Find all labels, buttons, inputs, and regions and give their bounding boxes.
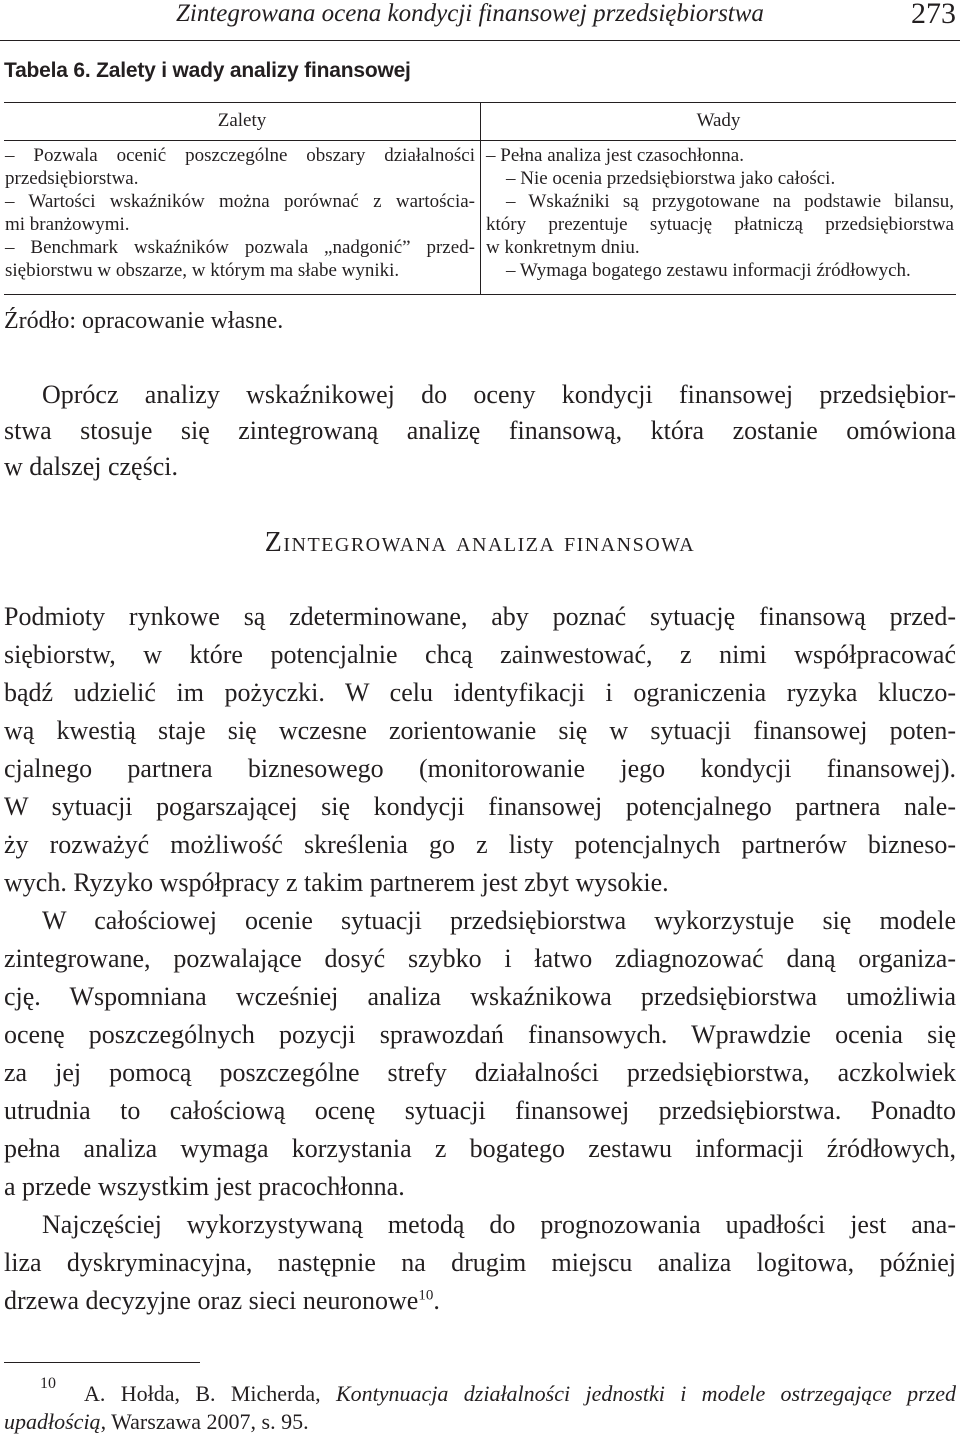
paragraph-line: wą kwestią staje się wczesne zorientowanie się w sytuacji finansowej poten- xyxy=(4,716,956,745)
paragraph-line: cjalnego partnera biznesowego (monitorowanie jego kondycji finansowej). xyxy=(4,754,956,783)
footnote-line-1 xyxy=(84,1380,956,1408)
table-cell-line: – Wymaga bogatego zestawu informacji źródłowych. xyxy=(506,260,911,281)
paragraph-line: wych. Ryzyko współpracy z takim partnerem jest zbyt wysokie. xyxy=(4,868,669,897)
table-cell-line: siębiorstwu w obszarze, w którym ma słabe wyniki. xyxy=(5,260,400,281)
table-cell-line: mi branżowymi. xyxy=(5,214,130,235)
table-bottom-rule xyxy=(4,294,956,295)
paragraph-line: zintegrowane, pozwalające dosyć szybko i łatwo zdiagnozować daną organiza- xyxy=(4,944,956,973)
paragraph-line: W całościowej ocenie sytuacji przedsiębiorstwa wykorzystuje się modele xyxy=(42,906,956,935)
paragraph-line-last xyxy=(4,1284,956,1317)
table-cell-line: w konkretnym dniu. xyxy=(486,237,640,258)
table-cell-line: przedsiębiorstwa. xyxy=(5,168,139,189)
page-number: 273 xyxy=(911,0,956,30)
section-heading: Zintegrowana analiza finansowa xyxy=(264,527,696,558)
paragraph-line: utrudnia to całościową ocenę sytuacji finansowej przedsiębiorstwa. Ponadto xyxy=(4,1096,956,1125)
table-cell-line: – Nie ocenia przedsiębiorstwa jako całości. xyxy=(506,168,836,189)
paragraph-line: Podmioty rynkowe są zdeterminowane, aby poznać sytuację finansową przed- xyxy=(4,602,956,631)
running-title: Zintegrowana ocena kondycji finansowej przedsiębiorstwa xyxy=(176,0,764,27)
table-caption: Tabela 6. Zalety i wady analizy finansowej xyxy=(4,59,411,82)
paragraph-line: W sytuacji pogarszającej się kondycji finansowej potencjalnego partnera nale- xyxy=(4,792,956,821)
footnote-rule xyxy=(4,1362,200,1363)
table-source-note: Źródło: opracowanie własne. xyxy=(4,308,284,334)
paragraph-line: liza dyskryminacyjna, następnie na drugim miejscu analiza logitowa, później xyxy=(4,1248,956,1277)
paragraph-line: siębiorstw, w które potencjalnie chcą zainwestować, z nimi współpracować xyxy=(4,640,956,669)
footnote-number: 10 xyxy=(40,1375,56,1392)
paragraph-line: pełna analiza wymaga korzystania z bogatego zestawu informacji źródłowych, xyxy=(4,1134,956,1163)
paragraph-line: ocenę poszczególnych pozycji sprawozdań finansowych. Wprawdzie ocenia się xyxy=(4,1020,956,1049)
sentence-end: . xyxy=(433,1286,440,1315)
table-cell-line: – Pełna analiza jest czasochłonna. xyxy=(486,145,744,166)
running-head xyxy=(0,0,960,41)
table-header-zalety: Zalety xyxy=(217,110,267,131)
paragraph-line: ży rozważyć możliwość skreślenia go z listy potencjalnych partnerów bizneso- xyxy=(4,830,956,859)
paragraph-line: stwa stosuje się zintegrowaną analizę finansową, która zostanie omówiona xyxy=(4,416,956,445)
paragraph-line: Najczęściej wykorzystywaną metodą do prognozowania upadłości jest ana- xyxy=(42,1210,956,1239)
paragraph-line: cję. Wspomniana wcześniej analiza wskaźnikowa przedsiębiorstwa umożliwia xyxy=(4,982,956,1011)
table-cell-line: – Benchmark wskaźników pozwala „nadgonić” przed- xyxy=(5,237,475,258)
paragraph-line: Oprócz analizy wskaźnikowej do oceny kondycji finansowej przedsiębior- xyxy=(42,380,956,409)
table-cell-line: – Pozwala ocenić poszczególne obszary działalności xyxy=(5,145,475,166)
paragraph-line: za jej pomocą poszczególne strefy działalności przedsiębiorstwa, aczkolwiek xyxy=(4,1058,956,1087)
footnote-reference[interactable]: 10 xyxy=(418,1287,434,1304)
paragraph-line: w dalszej części. xyxy=(4,452,178,481)
paragraph-line-text: drzewa decyzyjne oraz sieci neuronowe xyxy=(4,1286,419,1315)
footnote-publication: , Warszawa 2007, s. 95. xyxy=(100,1409,309,1434)
table-cell-line: – Wskaźniki są przygotowane na podstawie bilansu, xyxy=(506,191,954,212)
paragraph-line: a przede wszystkim jest pracochłonna. xyxy=(4,1172,405,1201)
table-cell-line: który prezentuje sytuację płatniczą przedsiębiorstwa xyxy=(486,214,954,235)
footnote-title-cont: upadłością xyxy=(4,1409,101,1434)
footnote-authors: A. Hołda, B. Micherda, xyxy=(84,1381,336,1406)
footnote-title: Kontynuacja działalności jednostki i modele ostrzegające przed xyxy=(336,1381,956,1406)
table-header-wady: Wady xyxy=(696,110,741,131)
footnote-line-2 xyxy=(4,1408,309,1436)
paragraph-line: bądź udzielić im pożyczki. W celu identyfikacji i ograniczenia ryzyka kluczo- xyxy=(4,678,956,707)
table-cell-line: – Wartości wskaźników można porównać z wartościa- xyxy=(5,191,475,212)
